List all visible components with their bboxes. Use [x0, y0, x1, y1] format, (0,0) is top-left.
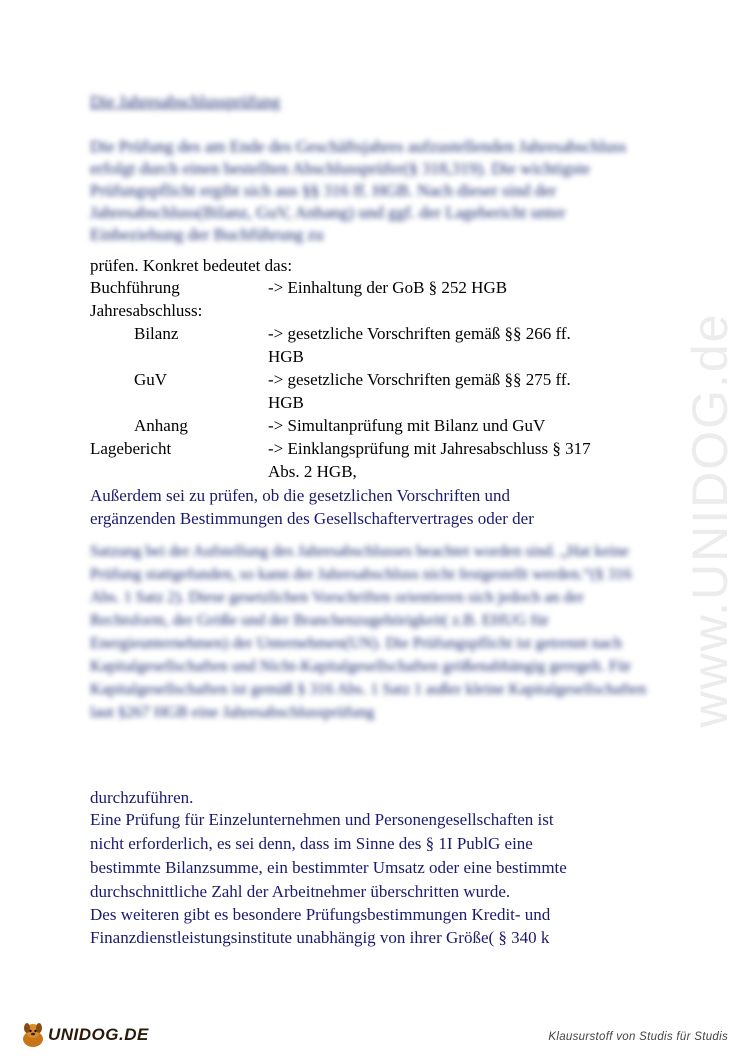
row-text2-bilanz: HGB: [268, 347, 304, 366]
blurred-paragraph-tail: durchzuführen.: [90, 788, 194, 807]
row-label-bilanz: Bilanz: [134, 324, 179, 343]
row-label-lagebericht: Lagebericht: [90, 439, 172, 458]
dog-mascot-icon: [18, 1021, 48, 1049]
intro-paragraph: Die Prüfung des am Ende des Geschäftsjahres aufzustellenden Jahresabschluss erfolgt durch einen bestellten Abschlussprüfer(§ 318,319). Die wichtigste Prüfungspflicht ergibt sich aus §§ 316 ff. HGB. Nach dieser sind der Jahresabschluss(Bilanz, GuV, Anhang) und ggf. der Lagebericht unter Einbeziehung der Buchführung zu: [90, 137, 627, 244]
row-label-guv: GuV: [134, 370, 168, 389]
paragraph-line-2: ergänzenden Bestimmungen des Gesellschaftervertrages oder der: [90, 509, 534, 528]
footer-tagline: Klausurstoff von Studis für Studis: [548, 1031, 728, 1043]
closing-line-6: Finanzdienstleistungsinstitute unabhängig von ihrer Größe( § 340 k: [90, 928, 550, 947]
row-label-jahresabschluss: Jahresabschluss:: [90, 301, 203, 320]
watermark: [670, 280, 750, 760]
document-title: Die Jahresabschlussprüfung: [90, 92, 281, 111]
row-label-buchfuehrung: Buchführung: [90, 278, 180, 297]
closing-line-5: Des weiteren gibt es besondere Prüfungsbestimmungen Kredit- und: [90, 905, 551, 924]
logo-text: UNIDOG.DE: [48, 1025, 149, 1044]
closing-line-2: nicht erforderlich, es sei denn, dass im Sinne des § 1I PublG eine: [90, 834, 533, 853]
row-text-anhang: -> Simultanprüfung mit Bilanz und GuV: [268, 416, 546, 435]
row-text2-lagebericht: Abs. 2 HGB,: [268, 462, 357, 481]
closing-line-3: bestimmte Bilanzsumme, ein bestimmter Umsatz oder eine bestimmte: [90, 858, 567, 877]
footer-logo[interactable]: [18, 1020, 149, 1050]
closing-line-4: durchschnittliche Zahl der Arbeitnehmer überschritten wurde.: [90, 882, 511, 901]
intro-paragraph-tail: prüfen. Konkret bedeutet das:: [90, 256, 293, 275]
row-text-lagebericht: -> Einklangsprüfung mit Jahresabschluss § 317: [268, 439, 591, 458]
row-text-buchfuehrung: -> Einhaltung der GoB § 252 HGB: [268, 278, 508, 297]
blurred-paragraph: Satzung bei der Aufstellung des Jahresabschlusses beachtet worden sind. „Hat keine Prüfung stattgefunden, so kann der Jahresabschluss nicht festgestellt werden.“(§ 316 Abs. 1 Satz 2). Diese gesetzlichen Vorschriften orientieren sich jedoch an der Rechtsform, der Größe und der Branchenzugehörigkeit( z.B. EHUG für Energieunternehmen) der Unternehmen(UN). Die Prüfungspflicht ist getrennt nach Kapitalgesellschaften und Nicht-Kapitalgesellschaften größenabhängig geregelt. Für Kapitalgesellschaften ist gemäß § 316 Abs. 1 Satz 1 außer kleine Kapitalgesellschaften laut §267 HGB eine Jahresabschlussprüfung: [90, 543, 647, 721]
closing-line-1: Eine Prüfung für Einzelunternehmen und Personengesellschaften ist: [90, 810, 554, 829]
row-text-guv: -> gesetzliche Vorschriften gemäß §§ 275 ff.: [268, 370, 571, 389]
row-label-anhang: Anhang: [134, 416, 188, 435]
row-text-bilanz: -> gesetzliche Vorschriften gemäß §§ 266 ff.: [268, 324, 571, 343]
paragraph-line-1: Außerdem sei zu prüfen, ob die gesetzlichen Vorschriften und: [90, 486, 510, 505]
watermark-text: www.UNIDOG.de: [682, 312, 738, 728]
row-text2-guv: HGB: [268, 393, 304, 412]
